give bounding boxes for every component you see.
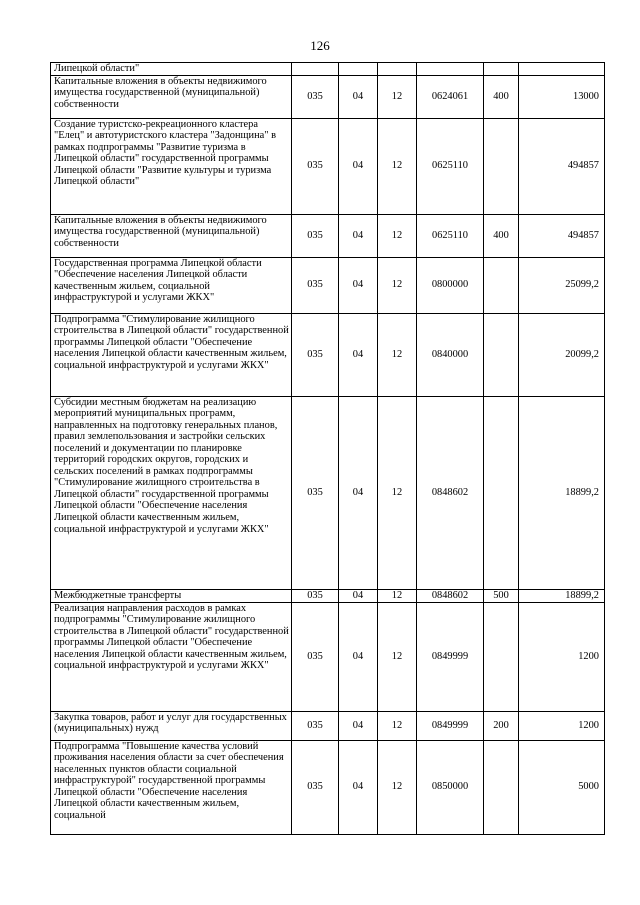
subsection-code-cell: 12	[378, 602, 417, 711]
admin-code-cell: 035	[292, 257, 339, 313]
subsection-code-cell: 12	[378, 396, 417, 589]
section-code-cell: 04	[339, 313, 378, 396]
admin-code-cell: 035	[292, 313, 339, 396]
table-row	[51, 214, 605, 257]
target-article-cell: 0624061	[417, 75, 484, 118]
admin-code-cell: 035	[292, 602, 339, 711]
target-article-cell: 0625110	[417, 214, 484, 257]
expense-type-cell: 400	[484, 214, 519, 257]
admin-code-cell: 035	[292, 396, 339, 589]
subsection-code-cell: 12	[378, 711, 417, 740]
table-row	[51, 396, 605, 589]
section-code-cell: 04	[339, 711, 378, 740]
amount-cell: 18899,2	[519, 396, 605, 589]
row-name-cell: Создание туристско-рекреационного кластера "Елец" и автотуристского кластера "Задонщина" в рамках подпрограммы "Развитие туризма в Липецкой области" государственной программы Липецкой области "Развитие культуры и туризма Липецкой области"	[51, 118, 292, 214]
section-code-cell	[339, 63, 378, 76]
table-row	[51, 63, 605, 76]
amount-cell	[519, 63, 605, 76]
row-name-cell: Реализация направления расходов в рамках подпрограммы "Стимулирование жилищного строительства в Липецкой области" государственной программы Липецкой области "Обеспечение населения Липецкой области качественным жильем, социальной инфраструктурой и услугами ЖКХ"	[51, 602, 292, 711]
admin-code-cell: 035	[292, 214, 339, 257]
target-article-cell	[417, 63, 484, 76]
table-row	[51, 602, 605, 711]
subsection-code-cell: 12	[378, 118, 417, 214]
expense-type-cell	[484, 740, 519, 834]
target-article-cell: 0849999	[417, 711, 484, 740]
subsection-code-cell	[378, 63, 417, 76]
table-row	[51, 75, 605, 118]
expense-type-cell: 500	[484, 589, 519, 602]
row-name-cell: Межбюджетные трансферты	[51, 589, 292, 602]
section-code-cell: 04	[339, 257, 378, 313]
amount-cell: 13000	[519, 75, 605, 118]
admin-code-cell: 035	[292, 75, 339, 118]
admin-code-cell: 035	[292, 118, 339, 214]
subsection-code-cell: 12	[378, 214, 417, 257]
target-article-cell: 0848602	[417, 396, 484, 589]
table-row	[51, 257, 605, 313]
amount-cell: 494857	[519, 214, 605, 257]
budget-table	[50, 62, 605, 835]
target-article-cell: 0800000	[417, 257, 484, 313]
amount-cell: 18899,2	[519, 589, 605, 602]
amount-cell: 25099,2	[519, 257, 605, 313]
expense-type-cell: 200	[484, 711, 519, 740]
section-code-cell: 04	[339, 602, 378, 711]
expense-type-cell	[484, 257, 519, 313]
admin-code-cell	[292, 63, 339, 76]
expense-type-cell	[484, 396, 519, 589]
amount-cell: 1200	[519, 711, 605, 740]
target-article-cell: 0625110	[417, 118, 484, 214]
section-code-cell: 04	[339, 75, 378, 118]
table-row	[51, 589, 605, 602]
row-name-cell: Субсидии местным бюджетам на реализацию мероприятий муниципальных программ, направленных на подготовку генеральных планов, правил землепользования и застройки сельских поселений и документации по планировке территорий городских округов, городских и сельских поселений в рамках подпрограммы "Стимулирование жилищного строительства в Липецкой области" государственной программы Липецкой области "Обеспечение населения Липецкой области качественным жильем, социальной инфраструктурой и услугами ЖКХ"	[51, 396, 292, 589]
row-name-cell: Государственная программа Липецкой области "Обеспечение населения Липецкой области качественным жильем, социальной инфраструктурой и услугами ЖКХ"	[51, 257, 292, 313]
row-name-cell: Липецкой области"	[51, 63, 292, 76]
expense-type-cell	[484, 63, 519, 76]
expense-type-cell: 400	[484, 75, 519, 118]
target-article-cell: 0850000	[417, 740, 484, 834]
amount-cell: 5000	[519, 740, 605, 834]
section-code-cell: 04	[339, 214, 378, 257]
table-row	[51, 740, 605, 834]
table-row	[51, 313, 605, 396]
target-article-cell: 0849999	[417, 602, 484, 711]
section-code-cell: 04	[339, 740, 378, 834]
subsection-code-cell: 12	[378, 313, 417, 396]
table-row	[51, 711, 605, 740]
expense-type-cell	[484, 313, 519, 396]
expense-type-cell	[484, 118, 519, 214]
section-code-cell: 04	[339, 589, 378, 602]
row-name-cell: Закупка товаров, работ и услуг для государственных (муниципальных) нужд	[51, 711, 292, 740]
subsection-code-cell: 12	[378, 75, 417, 118]
row-name-cell: Подпрограмма "Повышение качества условий проживания населения области за счет обеспечения населенных пунктов области социальной инфраструктурой" государственной программы Липецкой области "Обеспечение населения Липецкой области качественным жильем, социальной	[51, 740, 292, 834]
admin-code-cell: 035	[292, 589, 339, 602]
section-code-cell: 04	[339, 396, 378, 589]
amount-cell: 1200	[519, 602, 605, 711]
table-row	[51, 118, 605, 214]
amount-cell: 20099,2	[519, 313, 605, 396]
subsection-code-cell: 12	[378, 589, 417, 602]
admin-code-cell: 035	[292, 740, 339, 834]
row-name-cell: Подпрограмма "Стимулирование жилищного строительства в Липецкой области" государственной программы Липецкой области "Обеспечение населения Липецкой области качественным жильем, социальной инфраструктурой и услугами ЖКХ"	[51, 313, 292, 396]
page-number: 126	[310, 38, 330, 53]
row-name-cell: Капитальные вложения в объекты недвижимого имущества государственной (муниципальной) собственности	[51, 75, 292, 118]
admin-code-cell: 035	[292, 711, 339, 740]
row-name-cell: Капитальные вложения в объекты недвижимого имущества государственной (муниципальной) собственности	[51, 214, 292, 257]
section-code-cell: 04	[339, 118, 378, 214]
amount-cell: 494857	[519, 118, 605, 214]
budget-table-body	[51, 63, 605, 835]
target-article-cell: 0848602	[417, 589, 484, 602]
expense-type-cell	[484, 602, 519, 711]
subsection-code-cell: 12	[378, 257, 417, 313]
subsection-code-cell: 12	[378, 740, 417, 834]
target-article-cell: 0840000	[417, 313, 484, 396]
